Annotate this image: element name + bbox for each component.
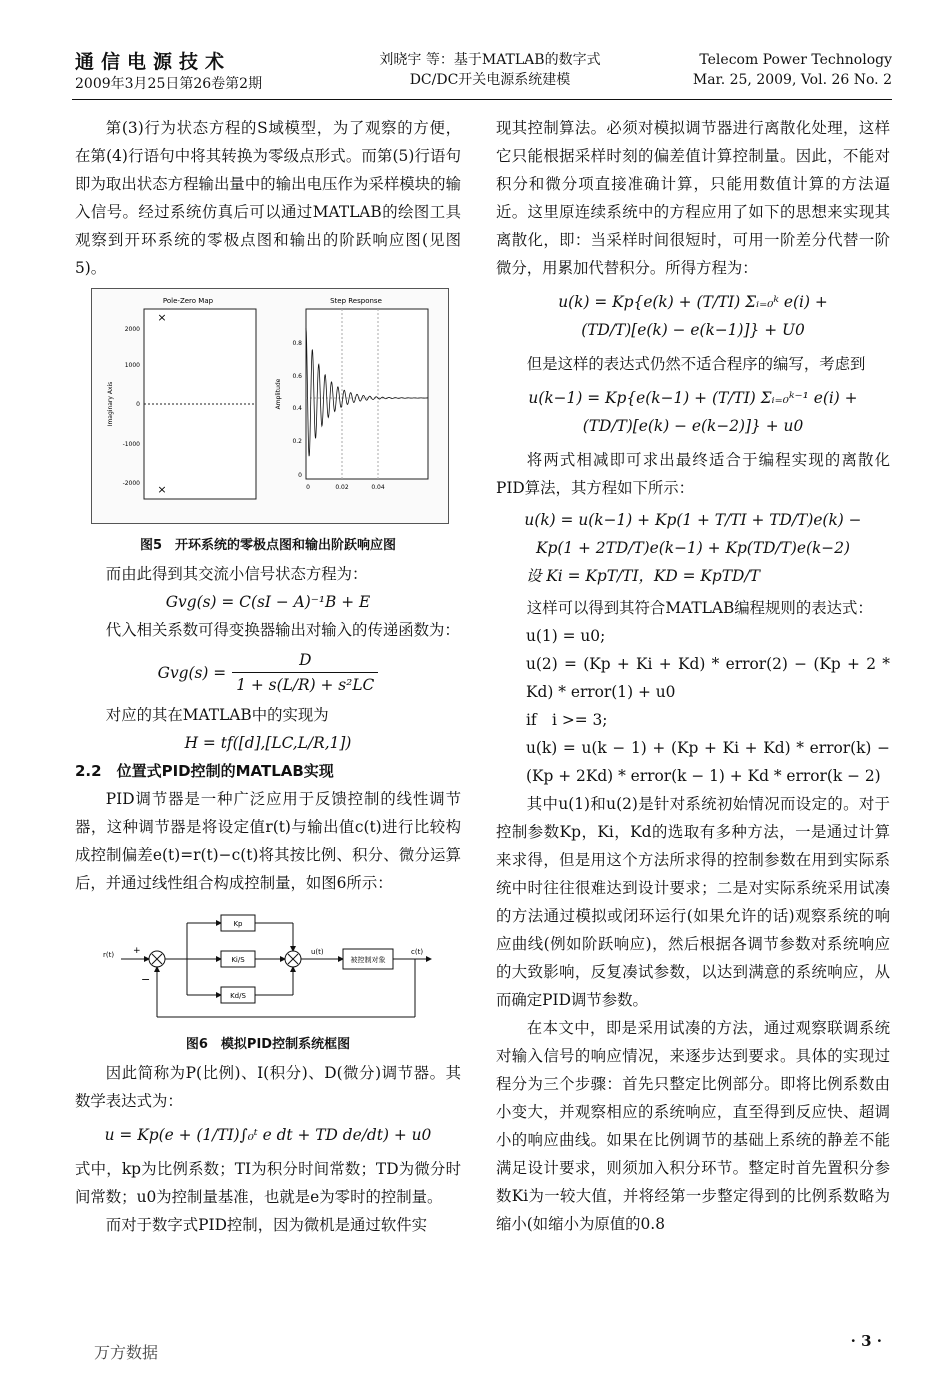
- minus-sign: −: [141, 973, 151, 986]
- article-header-line2: DC/DC开关电源系统建模: [409, 72, 571, 88]
- step-axes: [306, 309, 428, 479]
- equation: u(k) = u(k−1) + Kp(1 + T/TI + TD/T)e(k) −: [524, 511, 862, 529]
- output-label: c(t): [411, 948, 424, 956]
- paragraph: PID调节器是一种广泛应用于反馈控制的线性调节器，这种调节器是将设定值r(t)与输出值c(t)进行比较构成控制偏差e(t)=r(t)−c(t)将其按比例、积分、微分运算后，并通过线性组合构成控制量，如图6所示：: [75, 790, 461, 892]
- equation: H = tf([d],[LC,L/R,1]): [184, 734, 352, 752]
- issue-cn: 2009年3月25日第26卷第2期: [75, 76, 263, 92]
- equation: Gvg(s) = C(sI − A)⁻¹B + E: [165, 593, 371, 611]
- ki-label: Ki/S: [231, 956, 245, 964]
- paragraph: 因此简称为P(比例)、I(积分)、D(微分)调节器。其数学表达式为：: [75, 1064, 461, 1110]
- equation: u(k−1) = Kp{e(k−1) + (T/TI) Σᵢ₌₀ᵏ⁻¹ e(i) +: [528, 389, 858, 407]
- code-line: u(2) = (Kp + Ki + Kd) * error(2) − (Kp + 2 * Kd) * error(1) + u0: [526, 655, 890, 701]
- right-column: [496, 114, 890, 1238]
- step-ytick: 0.4: [292, 405, 302, 412]
- step-xtick: 0.02: [335, 484, 349, 491]
- figure-5: [91, 288, 449, 524]
- figure-6-caption: 图6 模拟PID控制系统框图: [185, 1037, 351, 1052]
- pz-tick: 1000: [124, 362, 140, 369]
- paragraph: 而由此得到其交流小信号状态方程为：: [105, 565, 368, 583]
- equation: u(k) = Kp{e(k) + (T/TI) Σᵢ₌₀ᵏ e(i) +: [558, 293, 828, 311]
- fraction: [232, 648, 378, 697]
- equation: (TD/T)[e(k) − e(k−1)]} + U0: [581, 321, 805, 339]
- pz-tick: -2000: [122, 480, 140, 487]
- pz-tick: 0: [136, 401, 140, 408]
- watermark: 万方数据: [94, 1343, 159, 1362]
- article-header-line1: 刘晓宇 等：基于MATLAB的数字式: [379, 52, 601, 68]
- step-ylabel: Amplitude: [275, 378, 282, 410]
- left-column: [75, 114, 461, 1239]
- pz-tick: -1000: [122, 441, 140, 448]
- figure-5-caption: 图5 开环系统的零极点图和输出阶跃响应图: [139, 538, 397, 553]
- issue-en: Mar. 25, 2009, Vol. 26 No. 2: [692, 72, 892, 88]
- equation: u = Kp(e + (1/TI)∫₀ᵗ e dt + TD de/dt) + u0: [104, 1126, 432, 1144]
- step-ytick: 0.2: [292, 438, 302, 445]
- step-xtick: 0: [306, 484, 310, 491]
- kd-label: Kd/S: [230, 992, 246, 1000]
- plant-label: 被控制对象: [350, 956, 386, 964]
- input-label: r(t): [103, 951, 115, 959]
- section-heading: 2.2 位置式PID控制的MATLAB实现: [75, 762, 334, 780]
- transfer-function: [75, 648, 461, 697]
- plus-sign: +: [133, 946, 141, 956]
- header-rule: [72, 99, 892, 100]
- step-ytick: 0: [298, 472, 302, 479]
- code-line: u(k) = u(k − 1) + (Kp + Ki + Kd) * error(k) − (Kp + 2Kd) * error(k − 1) + Kd * error(k − 2): [526, 739, 890, 785]
- paragraph: 这样可以得到其符合MATLAB编程规则的表达式：: [526, 599, 873, 617]
- pole-marker: ×: [157, 311, 167, 324]
- journal-header-right: [693, 50, 892, 90]
- paragraph: 在本文中，即是采用试凑的方法，通过观察联调系统对输入信号的响应情况，来逐步达到要求。具体的实现过程分为三个步骤：首先只整定比例部分。即将比例系数由小变大，并观察相应的系统响应，直至得到反应快、超调小的响应曲线。如果在比例调节的基础上系统的静差不能满足设计要求，则须加入积分环节。整定时首先置积分参数Ki为一较大值，并将经第一步整定得到的比例系数略为缩小(如缩小为原值的0.8: [496, 1019, 890, 1233]
- pole-marker: ×: [157, 483, 167, 496]
- u-label: u(t): [311, 948, 324, 956]
- code-line: if i >= 3;: [526, 711, 608, 729]
- fraction-numerator: D: [299, 651, 312, 669]
- paragraph: 现其控制算法。必须对模拟调节器进行离散化处理，这样它只能根据采样时刻的偏差值计算控制量。因此，不能对积分和微分项直接准确计算，只能用数值计算的方法逼近。这里原连续系统中的方程应用了如下的思想来实现其离散化，即：当采样时间很短时，可用一阶差分代替一阶微分，用累加代替积分。所得方程为：: [496, 119, 890, 277]
- figure-5-plots: [92, 289, 448, 523]
- paragraph: 将两式相减即可求出最终适合于编程实现的离散化PID算法，其方程如下所示：: [496, 451, 890, 497]
- equation: 设 Ki = KpT/TI，KD = KpTD/T: [526, 567, 760, 585]
- step-ytick: 0.6: [292, 373, 302, 380]
- pid-block-diagram: [97, 903, 437, 1027]
- page-number: · 3 ·: [850, 1332, 882, 1350]
- paragraph: 式中，kp为比例系数；TI为积分时间常数；TD为微分时间常数；u0为控制量基准，也就是e为零时的控制量。: [75, 1160, 461, 1206]
- article-header: [352, 50, 628, 90]
- equation: Kp(1 + 2TD/T)e(k−1) + Kp(TD/T)e(k−2): [535, 539, 851, 557]
- equation: (TD/T)[e(k) − e(k−2)]} + u0: [582, 417, 804, 435]
- journal-title-cn: 通信电源技术: [75, 51, 232, 73]
- pz-ylabel: Imaginary Axis: [107, 381, 114, 427]
- paragraph: 第(3)行为状态方程的S域模型，为了观察的方便，在第(4)行语句中将其转换为零级点形式。而第(5)行语句即为取出状态方程输出量中的输出电压作为采样模块的输入信号。经过系统仿真后可以通过MATLAB的绘图工具观察到开环系统的零极点图和输出的阶跃响应图(见图5)。: [75, 119, 461, 277]
- paragraph: 对应的其在MATLAB中的实现为: [105, 706, 329, 724]
- journal-title-en: Telecom Power Technology: [699, 52, 892, 68]
- pz-tick: 2000: [124, 326, 140, 333]
- fraction-denominator: 1 + s(L/R) + s²LC: [232, 672, 378, 697]
- step-title: Step Response: [330, 297, 382, 305]
- paragraph: 其中u(1)和u(2)是针对系统初始情况而设定的。对于控制参数Kp，Ki，Kd的选取有多种方法，一是通过计算来求得，但是用这个方法所求得的控制参数在用到实际系统中时往往很难达到设计要求；二是对实际系统采用试凑的方法通过模拟或闭环运行(如果允许的话)观察系统的响应曲线(例如阶跃响应)，然后根据各调节参数对系统响应的大致影响，反复凑试参数，以达到满意的系统响应，从而确定PID调节参数。: [496, 795, 890, 1009]
- paragraph: 但是这样的表达式仍然不适合程序的编写，考虑到: [526, 355, 866, 373]
- journal-header-left: [75, 50, 262, 94]
- paragraph: 代入相关系数可得变换器输出对输入的传递函数为：: [105, 621, 460, 639]
- step-xtick: 0.04: [371, 484, 385, 491]
- equation-lhs: Gvg(s) =: [157, 663, 227, 682]
- kp-label: Kp: [233, 920, 243, 928]
- paragraph: 而对于数字式PID控制，因为微机是通过软件实: [105, 1216, 427, 1234]
- step-ytick: 0.8: [292, 340, 302, 347]
- pz-title: Pole-Zero Map: [162, 297, 214, 305]
- code-line: u(1) = u0;: [526, 627, 606, 645]
- figure-6: [97, 903, 437, 1027]
